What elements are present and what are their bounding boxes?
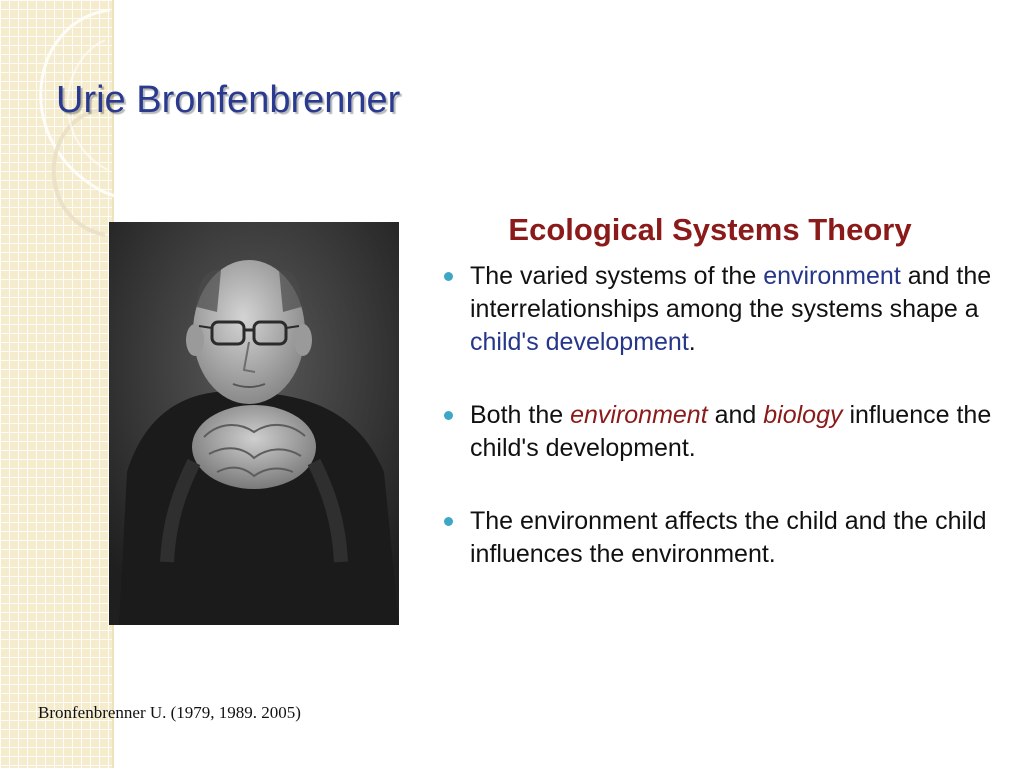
section-heading: Ecological Systems Theory	[508, 212, 912, 247]
portrait-photo	[109, 222, 399, 625]
bullet-list	[440, 260, 996, 571]
bullet-highlight: environment	[570, 401, 708, 429]
bullet-dot-icon	[444, 411, 453, 420]
bullet-highlight: biology	[763, 401, 843, 429]
bullet-dot-icon	[444, 517, 453, 526]
bullet-text: The environment affects the child and the child influences the environment.	[470, 507, 987, 568]
bullet-text: and	[707, 401, 764, 429]
bullet-text: influence the child's development.	[470, 401, 992, 462]
citation-caption: Bronfenbrenner U. (1979, 1989. 2005)	[38, 703, 301, 722]
bullet-highlight: environment	[763, 262, 901, 290]
bullet-text: .	[688, 328, 696, 356]
bullet-item	[440, 399, 996, 465]
portrait-image	[109, 222, 399, 625]
bullet-highlight: child's development	[470, 328, 689, 356]
bullet-text: Both the	[470, 401, 571, 429]
bullet-item	[440, 505, 996, 571]
bullet-text: and the interrelationships among the systems shape a	[470, 262, 992, 323]
bullet-item	[440, 260, 996, 359]
slide-title: Urie Bronfenbrenner	[56, 79, 401, 121]
bullet-dot-icon	[444, 272, 453, 281]
bullet-text: The varied systems of the	[470, 262, 764, 290]
